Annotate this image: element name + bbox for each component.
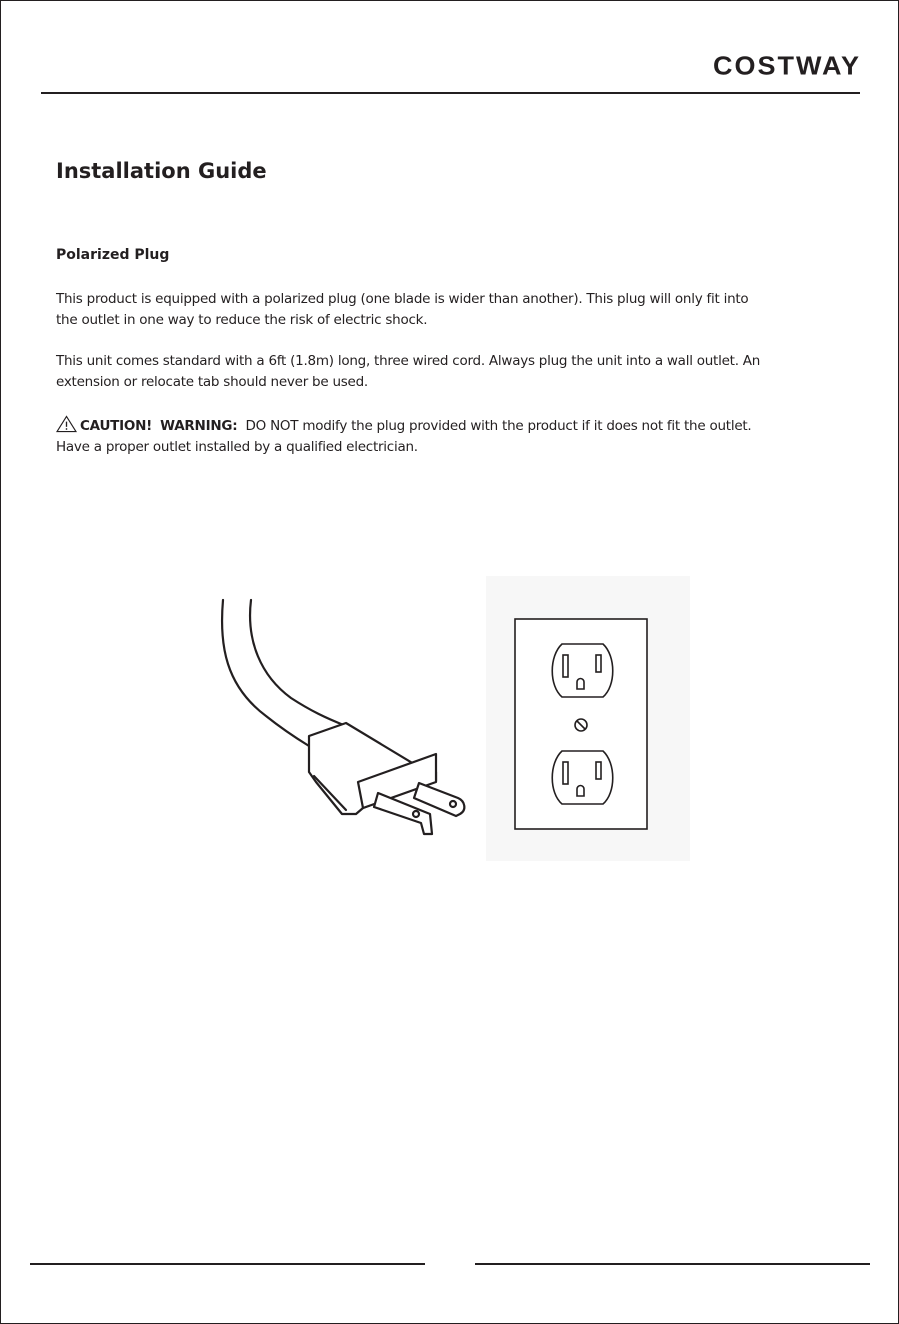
section-subtitle: Polarized Plug	[56, 247, 170, 263]
paragraph-line: This product is equipped with a polarized plug (one blade is wider than another). This plug will only fit into	[56, 291, 749, 307]
wall-outlet-icon	[486, 576, 690, 861]
paragraph-line: the outlet in one way to reduce the risk of electric shock.	[56, 312, 428, 328]
paragraph-line: extension or relocate tab should never be used.	[56, 374, 368, 390]
plug-and-outlet-illustration	[206, 576, 696, 866]
footer-divider-left	[30, 1263, 425, 1265]
warning-paragraph	[56, 415, 856, 458]
polarized-plug-icon	[222, 600, 464, 834]
brand-logo: COSTWAY	[712, 51, 861, 81]
page-title: Installation Guide	[56, 159, 267, 183]
warning-triangle-icon	[56, 415, 77, 433]
caution-label: CAUTION!	[80, 418, 153, 434]
header-divider	[41, 92, 860, 94]
warning-text: Have a proper outlet installed by a qualified electrician.	[56, 439, 418, 455]
polarized-plug-paragraph	[56, 289, 856, 331]
warning-text: DO NOT modify the plug provided with the product if it does not fit the outlet.	[245, 418, 752, 434]
footer-divider-right	[475, 1263, 870, 1265]
paragraph-line: This unit comes standard with a 6ft (1.8m) long, three wired cord. Always plug the unit into a wall outlet. An	[56, 353, 761, 369]
warning-label: WARNING:	[160, 418, 238, 434]
cord-paragraph	[56, 351, 856, 393]
